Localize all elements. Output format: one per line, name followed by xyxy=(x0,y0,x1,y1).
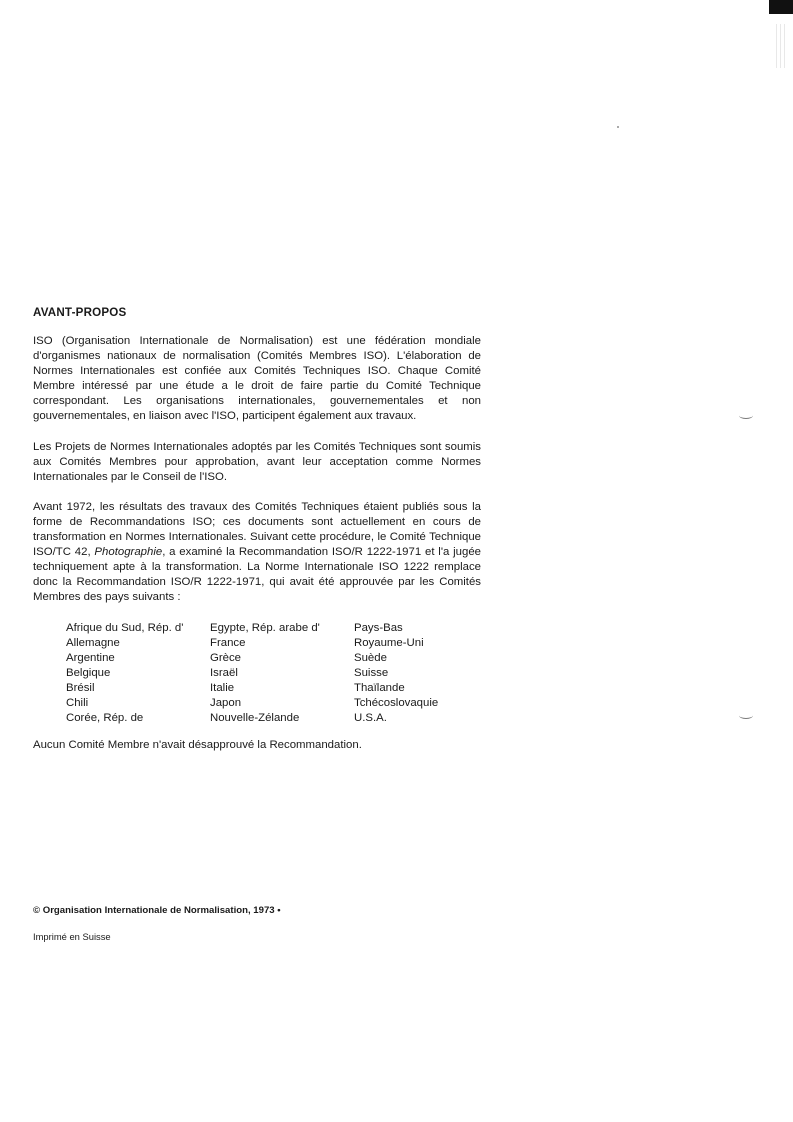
countries-column-3 xyxy=(354,621,484,727)
scan-corner-mark xyxy=(769,0,793,14)
page-footer xyxy=(33,905,281,942)
margin-tick-mark xyxy=(739,412,753,419)
country-item: Pays-Bas xyxy=(354,621,403,634)
country-item: Israël xyxy=(210,666,238,679)
country-item: U.S.A. xyxy=(354,712,387,725)
paragraph-text-part: Avant 1972, les résultats des travaux des Comités Techniques étaient publiés sous la forme de Recommandations ISO; ces documents sont actuellement en cours de transformation en Normes Internationales. Suivant cette procédure, le Comité Technique ISO/TC 42, xyxy=(33,500,481,559)
country-item: Thaïlande xyxy=(354,681,405,694)
scan-speck xyxy=(617,126,619,128)
country-item: Japon xyxy=(210,696,242,709)
copyright-notice: © Organisation Internationale de Normalisation, 1973 • xyxy=(33,905,281,916)
section-heading: AVANT-PROPOS xyxy=(33,306,127,319)
country-item: Tchécoslovaquie xyxy=(354,696,439,709)
countries-column-1 xyxy=(66,621,210,727)
country-item: France xyxy=(210,636,246,649)
country-item: Grèce xyxy=(210,651,242,664)
paragraph-draft-standards: Les Projets de Normes Internationales adoptés par les Comités Techniques sont soumis aux Comités Membres pour approbation, avant leur acceptation comme Normes Internationales par le Conseil de l'ISO. xyxy=(33,440,481,483)
country-item: Belgique xyxy=(66,666,111,679)
country-item: Argentine xyxy=(66,651,115,664)
paragraph-text-part: , a examiné la Recommandation ISO/R 1222-1971 et l'a jugée techniquement apte à la transformation. La Norme Internationale ISO 1222 remplace donc la Recommandation ISO/R 1222-1971, qui avait été approuvée par les Comités Membres des pays suivants : xyxy=(33,546,481,604)
scan-edge-noise xyxy=(776,24,788,68)
printed-in-note: Imprimé en Suisse xyxy=(33,931,111,942)
foreword-section xyxy=(33,306,481,753)
paragraph-iso-intro: ISO (Organisation Internationale de Normalisation) est une fédération mondiale d'organismes nationaux de normalisation (Comités Membres ISO). L'élaboration de Normes Internationales est confiée aux Comités Techniques ISO. Chaque Comité Membre intéressé par une étude a le droit de faire partie du Comité Technique correspondant. Les organisations internationales, gouvernementales et non gouvernementales, en liaison avec l'ISO, participent également aux travaux. xyxy=(33,335,481,423)
margin-tick-mark xyxy=(739,712,753,719)
committee-title: Photographie xyxy=(94,546,163,559)
country-item: Suède xyxy=(354,651,387,664)
country-item: Brésil xyxy=(66,681,95,694)
country-item: Royaume-Uni xyxy=(354,636,424,649)
country-item: Afrique du Sud, Rép. d' xyxy=(66,621,184,634)
country-item: Nouvelle-Zélande xyxy=(210,712,300,725)
country-item: Chili xyxy=(66,696,89,709)
paragraph-recommendation-history xyxy=(33,500,481,606)
approving-countries-list xyxy=(66,621,481,727)
countries-column-2 xyxy=(210,621,354,727)
country-item: Allemagne xyxy=(66,636,120,649)
country-item: Italie xyxy=(210,681,235,694)
country-item: Suisse xyxy=(354,666,389,679)
country-item: Egypte, Rép. arabe d' xyxy=(210,621,320,634)
conclusion-statement: Aucun Comité Membre n'avait désapprouvé la Recommandation. xyxy=(33,739,362,752)
country-item: Corée, Rép. de xyxy=(66,712,144,725)
